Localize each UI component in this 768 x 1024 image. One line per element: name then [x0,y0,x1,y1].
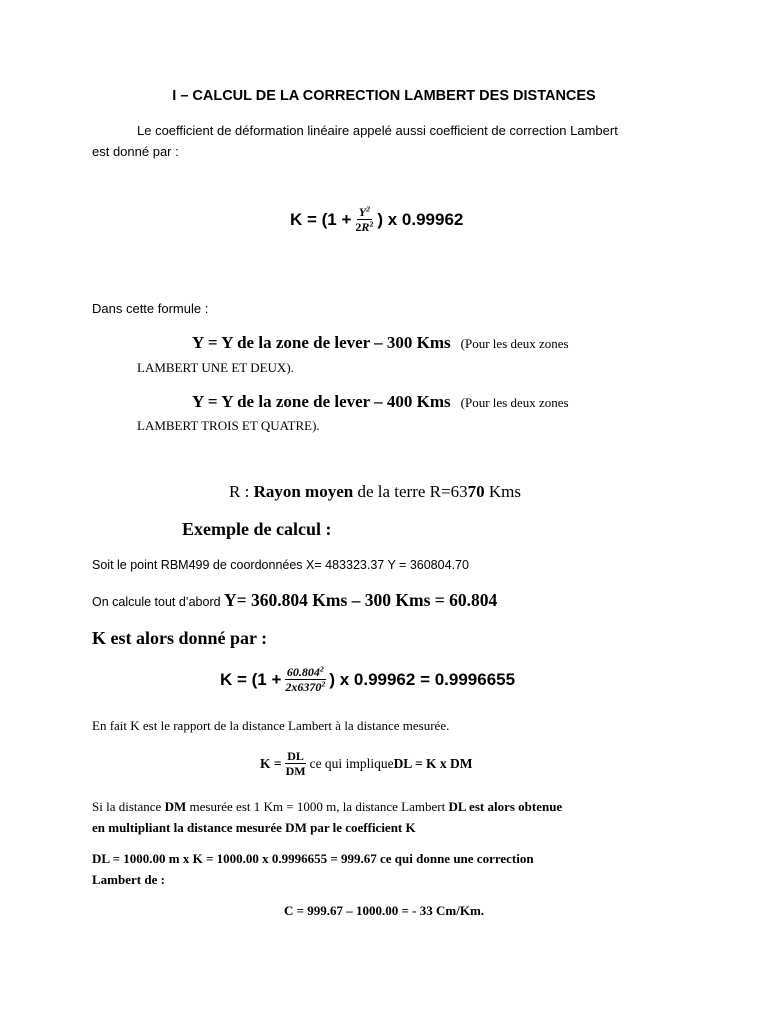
formula-k-ratio [260,750,473,777]
rule2-note: (Pour les deux zones [460,395,569,410]
formula3-den: DM [285,764,306,778]
si-distance-line-1 [92,799,562,815]
radius-label: R : [229,482,254,501]
radius-mid: de la terre R=63 [353,482,468,501]
formula1-num-exp: 2 [366,204,370,214]
rule1-equation: Y = Y de la zone de lever – 300 Kms [192,333,451,352]
si-t2: mesurée est 1 Km = 1000 m, la distance Lambert [186,799,449,814]
formula1-den-coef: 2 [355,220,362,234]
formula2-suffix: ) x 0.99962 = 0.9996655 [329,669,516,689]
dl-line-1: DL = 1000.00 m x K = 1000.00 x 0.9996655 = 999.67 ce qui donne une correction [92,851,534,866]
formula3-bold: DL = K x DM [393,755,473,771]
formula1-den-exp: 2 [369,219,374,229]
dl-line-2: Lambert de : [92,872,165,887]
formula2-den-exp: 2 [321,679,326,689]
formula1-prefix: K = (1 + [290,209,352,229]
en-fait-line: En fait K est le rapport de la distance Lambert à la distance mesurée. [92,718,450,733]
rule-zones-1-2 [192,333,569,353]
formula2-num-exp: 2 [319,664,324,674]
formula1-num-var: Y [358,205,367,219]
intro-line-1: Le coefficient de déformation linéaire appelé aussi coefficient de correction Lambert [137,123,618,138]
rule2-continuation: LAMBERT TROIS ET QUATRE). [137,418,320,433]
intro-line-2: est donné par : [92,144,179,159]
formula2-fraction [283,666,327,693]
radius-bold-2: 70 [467,482,485,501]
formula1-suffix: ) x 0.99962 [377,209,464,229]
si-b1: DL est alors obtenue [448,799,563,814]
formula2-num: 60.804 [286,665,320,679]
calcule-line [92,590,497,611]
formula2-prefix: K = (1 + [220,669,282,689]
si-dm: DM [164,799,187,814]
calcule-big: Y= 360.804 Kms – 300 Kms = 60.804 [224,590,498,610]
si-distance-line-2: en multipliant la distance mesurée DM par le coefficient K [92,820,416,835]
formula-k-numeric [220,666,515,693]
formula3-prefix: K = [260,755,282,771]
formula3-mid: ce qui implique [309,755,394,771]
rule1-continuation: LAMBERT UNE ET DEUX). [137,360,294,375]
dans-cette-formule: Dans cette formule : [92,301,209,316]
formula2-den: 2x6370 [285,680,322,694]
formula1-den-var: R [361,220,370,234]
k-alors-heading: K est alors donné par : [92,628,268,648]
formula3-fraction [284,750,308,777]
formula-k-general [290,206,463,233]
rule1-note: (Pour les deux zones [460,336,569,351]
rule-zones-3-4 [192,392,569,412]
radius-bold: Rayon moyen [253,482,354,501]
section-title: I – CALCUL DE LA CORRECTION LAMBERT DES DISTANCES [172,88,596,104]
exemple-heading: Exemple de calcul : [182,519,332,539]
rule2-equation: Y = Y de la zone de lever – 400 Kms [192,392,451,411]
calcule-small: On calcule tout d’abord [92,595,225,609]
radius-end: Kms [484,482,521,501]
soit-point-line: Soit le point RBM499 de coordonnées X= 483323.37 Y = 360804.70 [92,558,469,572]
formula3-num: DL [287,749,304,763]
earth-radius-line [229,482,521,502]
si-t1: Si la distance [92,799,165,814]
formula1-fraction [353,206,375,233]
correction-result: C = 999.67 – 1000.00 = - 33 Cm/Km. [283,903,485,918]
